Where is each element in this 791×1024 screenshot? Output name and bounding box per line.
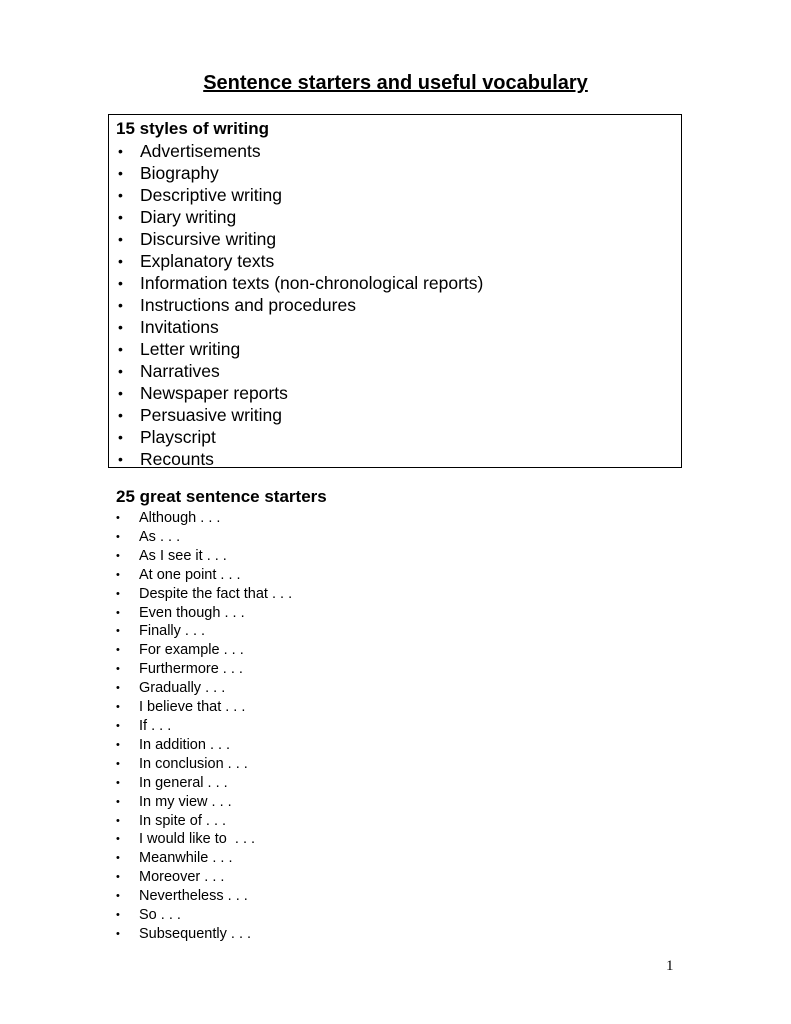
sentence-starter-item-text: In addition . . . [139,736,231,753]
writing-style-item-text: Instructions and procedures [140,295,356,315]
bullet-icon: • [116,927,120,940]
writing-style-item [116,294,681,316]
writing-style-item [116,162,681,184]
sentence-starter-item-text: In general . . . [139,774,228,791]
sentence-starter-item [116,830,292,849]
bullet-icon: • [116,644,120,657]
sentence-starter-item [116,755,292,774]
sentence-starter-item-text: If . . . [139,717,172,734]
sentence-starter-item [116,528,292,547]
writing-style-item [116,382,681,404]
writing-style-item [116,184,681,206]
bullet-icon: • [116,682,120,695]
sentence-starter-item-text: Nevertheless . . . [139,888,248,905]
sentence-starter-item-text: Subsequently . . . [139,925,252,942]
writing-style-item-text: Narratives [140,361,220,381]
writing-style-item [116,360,681,382]
sentence-starter-item [116,925,292,944]
sentence-starter-item [116,622,292,641]
sentence-starter-item [116,868,292,887]
sentence-starter-item [116,793,292,812]
writing-style-item-text: Discursive writing [140,229,277,249]
writing-style-item-text: Recounts [140,449,214,469]
sentence-starter-item-text: As I see it . . . [139,547,227,564]
sentence-starter-item-text: As . . . [139,528,181,545]
writing-style-item [116,426,681,448]
writing-style-item [116,272,681,294]
writing-styles-box [108,114,682,468]
sentence-starter-item [116,906,292,925]
bullet-icon: • [118,253,123,269]
sentence-starter-item-text: So . . . [139,907,181,924]
bullet-icon: • [118,165,123,181]
sentence-starter-item-text: Finally . . . [139,623,206,640]
sentence-starter-item-text: Meanwhile . . . [139,850,233,867]
sentence-starter-item-text: For example . . . [139,642,244,659]
bullet-icon: • [118,451,123,467]
writing-style-item [116,206,681,228]
bullet-icon: • [116,890,120,903]
sentence-starter-item [116,887,292,906]
bullet-icon: • [116,512,120,524]
bullet-icon: • [118,187,123,203]
writing-styles-heading: 15 styles of writing [116,119,270,138]
bullet-icon: • [116,663,120,676]
bullet-icon: • [116,587,120,600]
sentence-starter-item [116,679,292,698]
sentence-starter-item [116,660,292,679]
bullet-icon: • [118,385,123,401]
bullet-icon: • [118,209,123,225]
sentence-starter-item [116,736,292,755]
bullet-icon: • [116,701,120,714]
writing-style-item [116,316,681,338]
sentence-starter-item-text: At one point . . . [139,566,241,583]
writing-style-item-text: Letter writing [140,339,241,359]
bullet-icon: • [118,407,123,423]
sentence-starter-item-text: Moreover . . . [139,869,225,886]
bullet-icon: • [118,429,123,445]
bullet-icon: • [116,833,120,846]
bullet-icon: • [118,231,123,247]
bullet-icon: • [118,341,123,357]
sentence-starter-item-text: In spite of . . . [139,812,227,829]
sentence-starter-item-text: Although . . . [139,510,221,526]
bullet-icon: • [116,625,120,638]
sentence-starter-item [116,547,292,566]
bullet-icon: • [116,606,120,619]
page-number: 1 [666,958,674,974]
writing-style-item [116,448,681,470]
bullet-icon: • [116,719,120,732]
sentence-starter-item [116,566,292,585]
writing-style-item-text: Persuasive writing [140,405,282,425]
sentence-starter-item-text: Gradually . . . [139,680,226,697]
sentence-starter-item-text: Despite the fact that . . . [139,585,293,602]
sentence-starter-item [116,585,292,604]
writing-style-item-text: Invitations [140,317,219,337]
writing-style-item-text: Diary writing [140,207,237,227]
bullet-icon: • [118,363,123,379]
bullet-icon: • [118,319,123,335]
sentence-starters-list [116,509,292,944]
writing-style-item [116,140,681,162]
sentence-starter-item [116,604,292,623]
writing-style-item-text: Advertisements [140,141,261,161]
sentence-starter-item-text: Furthermore . . . [139,661,243,678]
bullet-icon: • [116,757,120,770]
bullet-icon: • [116,795,120,808]
writing-style-item [116,338,681,360]
sentence-starter-item [116,849,292,868]
sentence-starter-item [116,812,292,831]
bullet-icon: • [116,568,120,581]
sentence-starter-item [116,774,292,793]
bullet-icon: • [118,143,123,159]
bullet-icon: • [116,776,120,789]
writing-style-item-text: Playscript [140,427,216,447]
writing-styles-list [116,140,681,470]
sentence-starter-item-text: I would like to . . . [139,831,256,848]
writing-style-item [116,250,681,272]
sentence-starter-item [116,717,292,736]
sentence-starter-item-text: In conclusion . . . [139,755,248,772]
sentence-starter-item [116,641,292,660]
bullet-icon: • [118,275,123,291]
sentence-starter-item-text: In my view . . . [139,793,232,810]
writing-style-item-text: Information texts (non-chronological reports) [140,273,484,293]
sentence-starters-heading: 25 great sentence starters [116,487,327,506]
bullet-icon: • [116,549,120,562]
bullet-icon: • [118,297,123,313]
writing-style-item-text: Explanatory texts [140,251,275,271]
writing-style-item [116,228,681,250]
bullet-icon: • [116,738,120,751]
sentence-starter-item-text: Even though . . . [139,604,245,621]
bullet-icon: • [116,909,120,922]
sentence-starter-item-text: I believe that . . . [139,699,246,716]
bullet-icon: • [116,852,120,865]
bullet-icon: • [116,871,120,884]
writing-style-item-text: Newspaper reports [140,383,288,403]
bullet-icon: • [116,530,120,543]
writing-style-item-text: Descriptive writing [140,185,282,205]
writing-style-item [116,404,681,426]
bullet-icon: • [116,814,120,827]
sentence-starter-item [116,698,292,717]
page-title: Sentence starters and useful vocabulary [203,72,588,94]
writing-style-item-text: Biography [140,163,219,183]
sentence-starter-item [116,509,292,528]
